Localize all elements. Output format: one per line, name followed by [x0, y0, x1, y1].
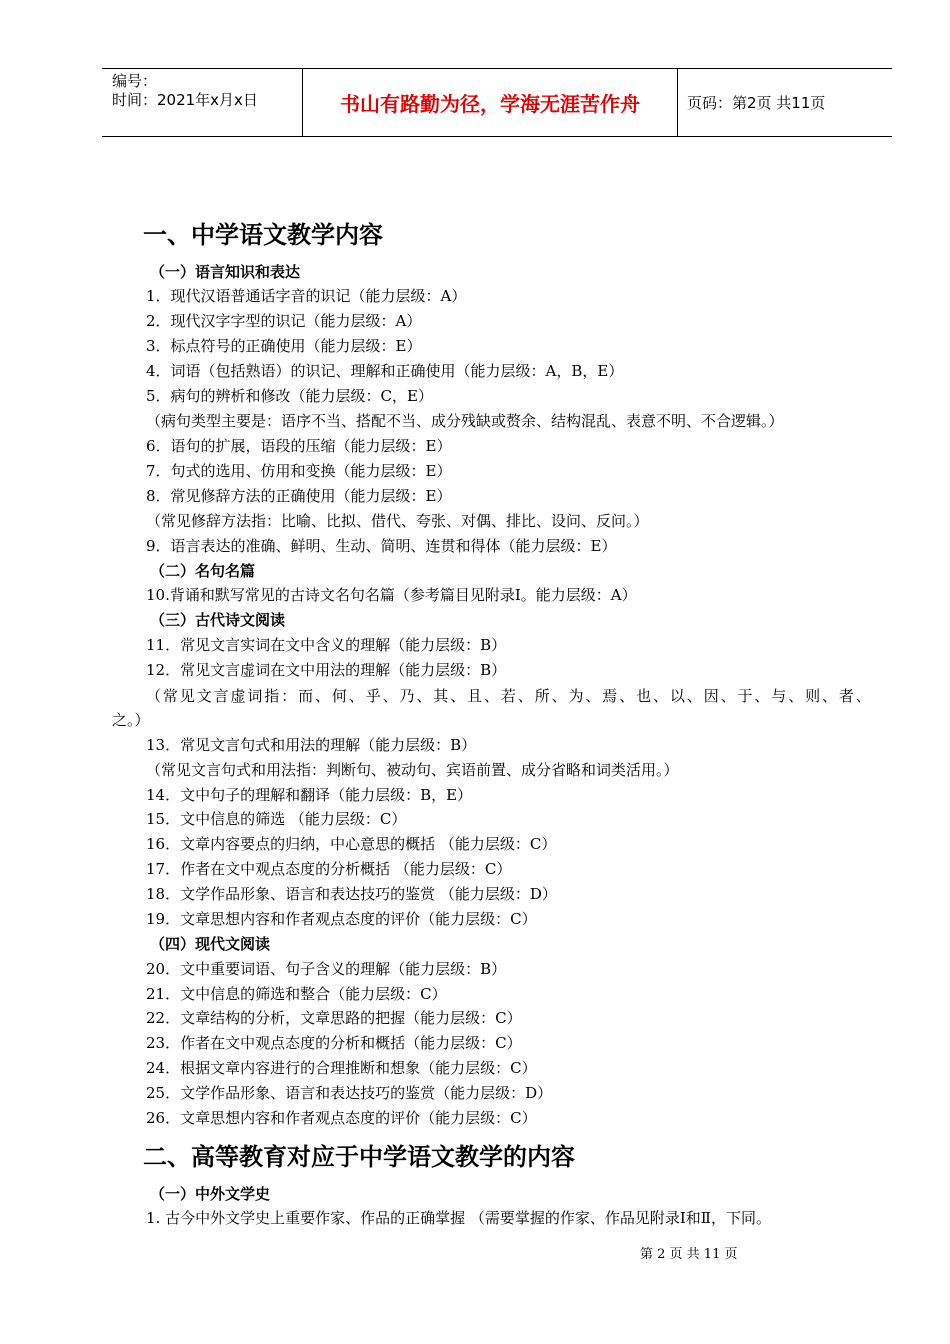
list-item: 17．作者在文中观点态度的分析概括 （能力层级：C）: [146, 860, 512, 878]
list-item: 20．文中重要词语、句子含义的理解（能力层级：B）: [146, 960, 507, 978]
document-header: [102, 68, 892, 137]
note-line: （常见修辞方法指：比喻、比拟、借代、夸张、对偶、排比、设问、反问。）: [146, 512, 649, 530]
list-item: 18．文学作品形象、语言和表达技巧的鉴赏 （能力层级：D）: [146, 885, 557, 903]
note-line-continuation: 之。）: [112, 711, 150, 729]
header-motto-cell: [302, 69, 678, 136]
list-item: 14．文中句子的理解和翻译（能力层级：B，E）: [146, 786, 473, 804]
list-item: 19．文章思想内容和作者观点态度的评价（能力层级：C）: [146, 910, 537, 928]
note-line: （常见文言虚词指：而、何、乎、乃、其、且、若、所、为、焉、也、以、因、于、与、则、者、: [146, 687, 873, 705]
section-title: 二、高等教育对应于中学语文教学的内容: [143, 1143, 575, 1171]
list-item: 9．语言表达的准确、鲜明、生动、简明、连贯和得体（能力层级：E）: [146, 537, 617, 555]
time-label: 时间：2021年x月x日: [112, 91, 258, 109]
list-item: 8．常见修辞方法的正确使用（能力层级：E）: [146, 487, 452, 505]
serial-label: 编号：: [112, 72, 158, 90]
subsection-title: （一）语言知识和表达: [150, 263, 301, 281]
list-item: 21．文中信息的筛选和整合（能力层级：C）: [146, 985, 447, 1003]
subsection-title: （一）中外文学史: [150, 1185, 271, 1203]
list-item: 5．病句的辨析和修改（能力层级：C，E）: [146, 387, 433, 405]
list-item: 26．文章思想内容和作者观点态度的评价（能力层级：C）: [146, 1109, 537, 1127]
list-item: 10.背诵和默写常见的古诗文名句名篇（参考篇目见附录Ⅰ。能力层级：A）: [146, 586, 637, 604]
list-item: 23．作者在文中观点态度的分析和概括（能力层级：C）: [146, 1034, 522, 1052]
list-item: 13．常见文言句式和用法的理解（能力层级：B）: [146, 736, 477, 754]
list-item: 11．常见文言实词在文中含义的理解（能力层级：B）: [146, 636, 507, 654]
list-item: 24．根据文章内容进行的合理推断和想象（能力层级：C）: [146, 1059, 537, 1077]
list-item: 15．文中信息的筛选 （能力层级：C）: [146, 810, 407, 828]
list-item: 22．文章结构的分析，文章思路的把握（能力层级：C）: [146, 1009, 522, 1027]
list-item: 6．语句的扩展，语段的压缩（能力层级：E）: [146, 437, 452, 455]
list-item: 1．现代汉语普通话字音的识记（能力层级：A）: [146, 287, 467, 305]
list-item: 3．标点符号的正确使用（能力层级：E）: [146, 337, 422, 355]
list-item: 1. 古今中外文学史上重要作家、作品的正确掌握 （需要掌握的作家、作品见附录Ⅰ和Ⅱ，下同。: [146, 1209, 771, 1227]
page-footer: 第 2 页 共 11 页: [640, 1247, 738, 1262]
header-page-cell: [677, 69, 892, 136]
note-line: （常见文言句式和用法指：判断句、被动句、宾语前置、成分省略和词类活用。）: [146, 761, 679, 779]
note-line: （病句类型主要是：语序不当、搭配不当、成分残缺或赘余、结构混乱、表意不明、不合逻辑。）: [146, 412, 784, 430]
list-item: 25．文学作品形象、语言和表达技巧的鉴赏（能力层级：D）: [146, 1084, 553, 1102]
header-meta-cell: [102, 69, 302, 136]
subsection-title: （四）现代文阅读: [150, 935, 271, 953]
subsection-title: （三）古代诗文阅读: [150, 611, 286, 629]
motto-text: 书山有路勤为径，学海无涯苦作舟: [340, 92, 640, 116]
list-item: 16．文章内容要点的归纳，中心意思的概括 （能力层级：C）: [146, 835, 557, 853]
list-item: 7．句式的选用、仿用和变换（能力层级：E）: [146, 462, 452, 480]
list-item: 4．词语（包括熟语）的识记、理解和正确使用（能力层级：A，B，E）: [146, 362, 624, 380]
page-info: 页码：第2页 共11页: [687, 94, 826, 112]
section-title: 一、中学语文教学内容: [143, 221, 383, 249]
list-item: 2．现代汉字字型的识记（能力层级：A）: [146, 312, 422, 330]
subsection-title: （二）名句名篇: [150, 562, 256, 580]
list-item: 12．常见文言虚词在文中用法的理解（能力层级：B）: [146, 661, 507, 679]
